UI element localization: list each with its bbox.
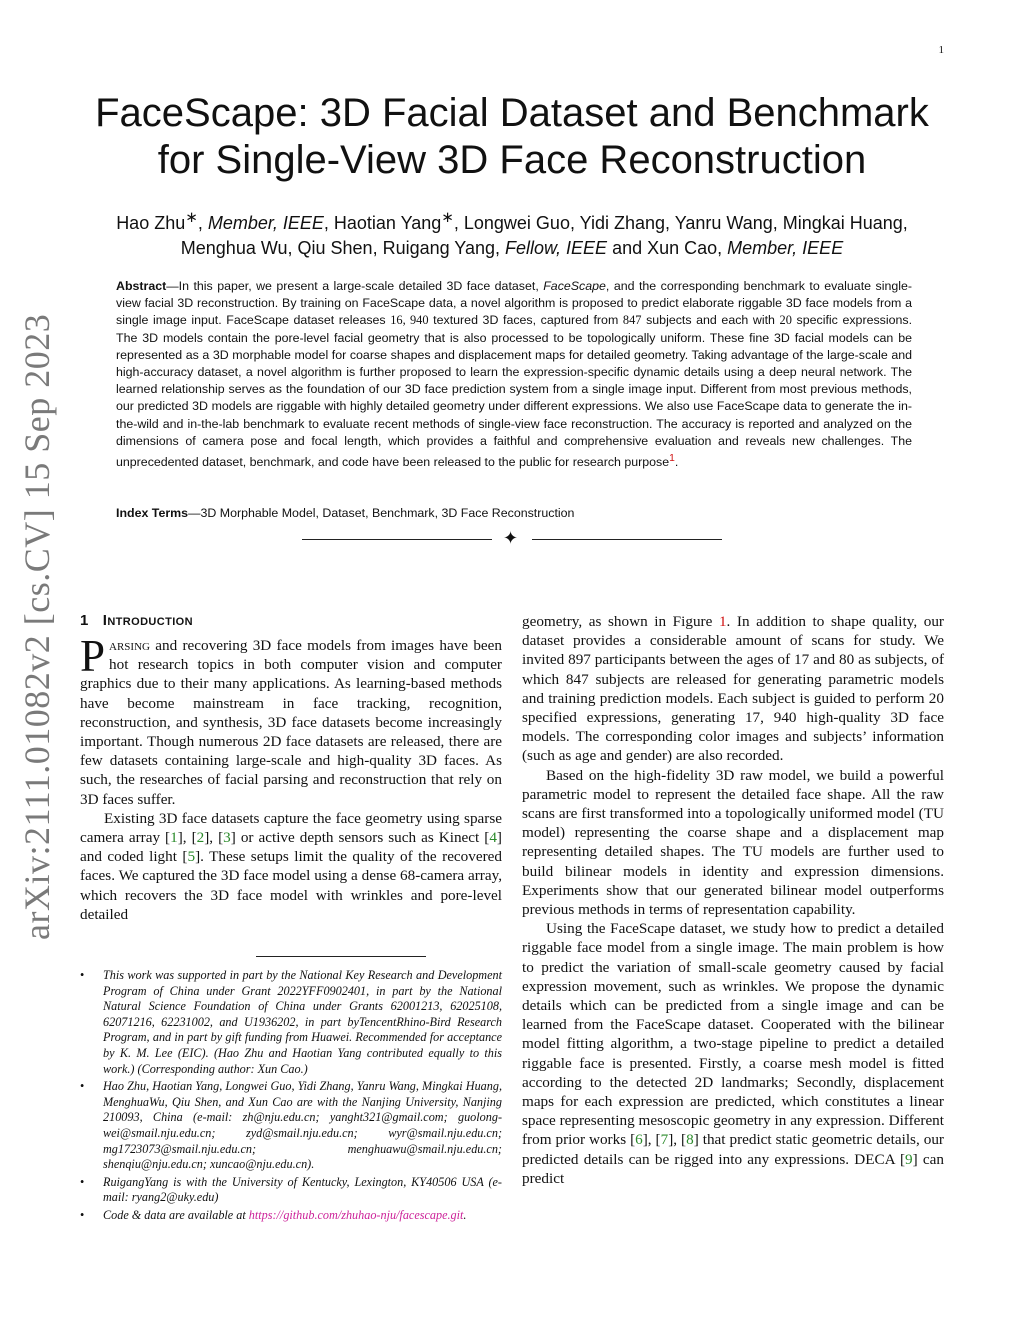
abstract-text: , and the corresponding benchmark to evaluate single-view facial 3D reconstruction. By training on FaceScape data, a novel algorithm is proposed to predict elaborate riggable 3D face models from a single image input. FaceScape dataset releases — [116, 279, 912, 328]
citation-link[interactable]: 7 — [660, 1131, 669, 1149]
abstract-text: specific expressions. The 3D models contain the pore-level facial geometry that is also processed to be topologically uniform. These fine 3D facial models can be represented as a 3D morphable model for coarse shapes and displacement maps for detailed geometry. Taking advantage of the large-scale and high-accuracy dataset, a novel algorithm is further proposed to learn the expression-specific dynamic details using a deep neural network. The learned relationship serves as the foundation of our 3D face prediction system from a single image input. Different from most previous methods, our predicted 3D models are riggable with highly detailed geometry under different expressions. We also use FaceScape data to generate the in-the-wild and in-the-lab benchmark to evaluate recent methods of single-view face reconstruction. The accuracy is reported and analyzed on the dimensions of camera pose and focal length, which provides a faithful and comprehensive evaluation and reveals new challenges. The unprecedented dataset, benchmark, and code have been released to the public for research purpose — [116, 313, 913, 470]
paragraph-text: ] that predict static geometric details, our predicted details can be rigged into any expressions. DECA [ — [522, 1131, 944, 1168]
code-link[interactable]: https://github.com/zhuhao-nju/facescape.git — [248, 1207, 464, 1222]
paragraph-text: ], [ — [642, 1131, 661, 1149]
paragraph-text: and recovering 3D face models from images have been hot research topics in both computer vision and computer graphics due to their many applications. As learning-based methods have become mainstream in face tracking, recognition, reconstruction, and synthesis, 3D face datasets become increasingly important. Though numerous 2D face datasets are released, there are few datasets containing large-scale and high-quality 3D faces. As such, the researches of facial parsing and reconstruction that rely on 3D faces suffer. — [80, 637, 502, 808]
footnote-item — [80, 1175, 502, 1206]
bullet-icon: • — [80, 1079, 85, 1094]
citation-link[interactable]: 8 — [686, 1131, 694, 1149]
author-name: and Xun Cao, — [607, 238, 728, 258]
citation-link[interactable]: 2 — [196, 829, 205, 847]
bullet-icon: • — [80, 968, 85, 982]
intro-paragraph-1 — [80, 631, 502, 809]
citation-link[interactable]: 4 — [489, 829, 497, 847]
paragraph-text: . In addition to shape quality, our dataset provides a considerable amount of scans for study. We invited 897 participants between the ages of 17 and 80 as subjects, of which 847 subjects are released for generating parametric models and training prediction models. Each subject is guided to perform 20 specified expressions, generating 17, 940 high-quality 3D face models. The corresponding color images and subjects’ information (such as age and gender) are also recorded. — [522, 613, 944, 765]
intro-paragraph-4: Based on the high-fidelity 3D raw model, we build a powerful parametric model to represent the detailed face shape. All the raw scans are first transformed into a topologically uniformed model (TU model) representing the coarse shape and a displacement map representing detailed shapes. The TU models are further used to build bilinear models in identity and expression dimensions. Experiments show that our generated bilinear model outperforms previous methods in terms of representation capability. — [522, 766, 944, 919]
paragraph-text: ], [ — [177, 829, 197, 847]
index-terms-text: 3D Morphable Model, Dataset, Benchmark, 3D Face Reconstruction — [200, 506, 575, 520]
equal-contrib-mark: ∗ — [441, 209, 454, 226]
author-role: Member, IEEE — [207, 213, 324, 233]
footnote-item — [80, 1079, 502, 1173]
abstract-dash: — — [166, 279, 179, 293]
abstract — [116, 278, 912, 471]
paragraph-text: ], [ — [204, 829, 224, 847]
dataset-name: FaceScape — [543, 279, 606, 293]
intro-paragraph-5 — [522, 919, 944, 1188]
index-terms — [116, 505, 912, 522]
title-line-2: for Single-View 3D Face Reconstruction — [157, 138, 867, 182]
author-list — [90, 205, 934, 261]
footnote-mark[interactable]: 1 — [669, 453, 675, 465]
intro-paragraph-3 — [522, 612, 944, 766]
intro-paragraph-2 — [80, 809, 502, 924]
authors-line-1 — [90, 205, 934, 236]
arxiv-stamp: arXiv:2111.01082v2 [cs.CV] 15 Sep 2023 — [17, 313, 57, 940]
divider-line-left — [302, 539, 492, 540]
paragraph-text: Existing 3D face datasets capture the face geometry using sparse camera array [ — [80, 809, 502, 847]
author-name: Hao Zhu — [116, 213, 186, 233]
figure-link[interactable]: 1 — [718, 613, 727, 630]
paragraph-text: ]. These setups limit the quality of the recovered faces. We captured the 3D face model using a dense 68-camera array, which recovers the 3D face model with wrinkles and pore-level detailed — [80, 848, 502, 923]
divider-star-icon: ✦ — [503, 528, 519, 548]
paragraph-text: ], [ — [668, 1131, 687, 1149]
abstract-number: 16, 940 — [390, 313, 429, 328]
author-role: Member, IEEE — [727, 238, 844, 258]
section-heading — [80, 612, 193, 629]
footnote-text: RuigangYang is with the University of Kentucky, Lexington, KY40506 USA (e-mail: ryang2@uky.edu) — [103, 1174, 502, 1205]
author-names: Menghua Wu, Qiu Shen, Ruigang Yang, — [180, 238, 506, 258]
paragraph-text: ] can predict — [522, 1150, 944, 1187]
author-names: , Longwei Guo, Yidi Zhang, Yanru Wang, Mingkai Huang, — [453, 213, 908, 233]
paragraph-text: Using the FaceScape dataset, we study how to predict a detailed riggable face model from a single image. The main problem is how to predict the variation of small-scale geometry caused by facial expression movement, such as wrinkles. We propose the dynamic details which can be predicted from a single image and can be learned from the FaceScape dataset. Cooperated with the bilinear model fitting algorithm, a two-stage pipeline to predict a detailed riggable face is presented. Firstly, a coarse mesh model is fitted according to the detected 2D landmarks; Secondly, displacement maps for each expression are predicted, which constitutes a linear space representing mesoscopic geometry in any expression. Different from prior works [ — [522, 920, 944, 1149]
footnote-item — [80, 968, 502, 1077]
footnote-text: . — [463, 1207, 467, 1222]
footnote-rule — [256, 956, 426, 957]
divider-line-right — [532, 539, 722, 540]
bullet-icon: • — [80, 1174, 85, 1189]
abstract-text: . — [674, 455, 679, 470]
equal-contrib-mark: ∗ — [185, 209, 198, 226]
title-line-1: FaceScape: 3D Facial Dataset and Benchmark — [95, 91, 929, 135]
small-caps-lead: arsing — [109, 637, 150, 654]
abstract-number: 20 — [779, 313, 792, 328]
section-divider — [302, 530, 722, 550]
citation-link[interactable]: 3 — [223, 829, 231, 847]
footnote-text: This work was supported in part by the National Key Research and Development Program of China under Grant 2022YFF0902401, in part by the National Natural Science Foundation of China under Grants 62001213, 62025108, 62071216, 62231002, and U1936202, in part byTencentRhino-Bird Research Program, and in part by gift funding from Huawei. Recommended for acceptance by K. M. Lee (EIC). (Hao Zhu and Haotian Yang contributed equally to this work.) (Corresponding author: Xun Cao.) — [103, 968, 502, 1076]
citation-link[interactable]: 6 — [635, 1131, 643, 1149]
drop-cap: P — [80, 631, 106, 681]
abstract-number: 847 — [622, 313, 642, 328]
separator: , — [197, 213, 208, 233]
right-column — [522, 612, 944, 1188]
paper-title — [60, 90, 964, 184]
author-role: Fellow, IEEE — [505, 238, 608, 258]
author-name: , Haotian Yang — [323, 213, 442, 233]
index-terms-label: Index Terms — [116, 506, 189, 520]
index-terms-dash: — — [188, 506, 201, 520]
abstract-text: In this paper, we present a large-scale detailed 3D face dataset, — [178, 279, 544, 293]
left-column — [80, 631, 502, 924]
citation-link[interactable]: 5 — [187, 848, 196, 866]
citation-link[interactable]: 1 — [170, 829, 178, 847]
section-title: Introduction — [102, 612, 193, 629]
paragraph-text: ] and coded light [ — [80, 829, 502, 866]
page-number: 1 — [938, 44, 944, 56]
section-number: 1 — [80, 612, 89, 629]
footnotes — [80, 968, 502, 1226]
abstract-text: subjects and each with — [641, 313, 780, 328]
citation-link[interactable]: 9 — [905, 1150, 913, 1168]
bullet-icon: • — [80, 1207, 85, 1222]
paragraph-text: geometry, as shown in Figure — [522, 613, 719, 630]
abstract-label: Abstract — [116, 279, 167, 293]
abstract-text: textured 3D faces, captured from — [428, 313, 623, 328]
footnote-item — [80, 1208, 502, 1224]
footnote-text: Code & data are available at — [103, 1207, 249, 1222]
paragraph-text: ] or active depth sensors such as Kinect [ — [230, 829, 490, 847]
authors-line-2 — [90, 236, 934, 261]
footnote-text: Hao Zhu, Haotian Yang, Longwei Guo, Yidi Zhang, Yanru Wang, Mingkai Huang, MenghuaWu, Qiu Shen, and Xun Cao are with the Nanjing University, Nanjing 210093, China (e-mail: zh@nju.edu.cn; yanght321@gmail.com; guolong-wei@smail.nju.edu.cn; zyd@smail.nju.edu.cn; wyr@smail.nju.edu.cn; mg1723073@smail.nju.edu.cn; menghuawu@smail.nju.edu.cn; shenqiu@nju.edu.cn; xuncao@nju.edu.cn). — [103, 1079, 502, 1172]
